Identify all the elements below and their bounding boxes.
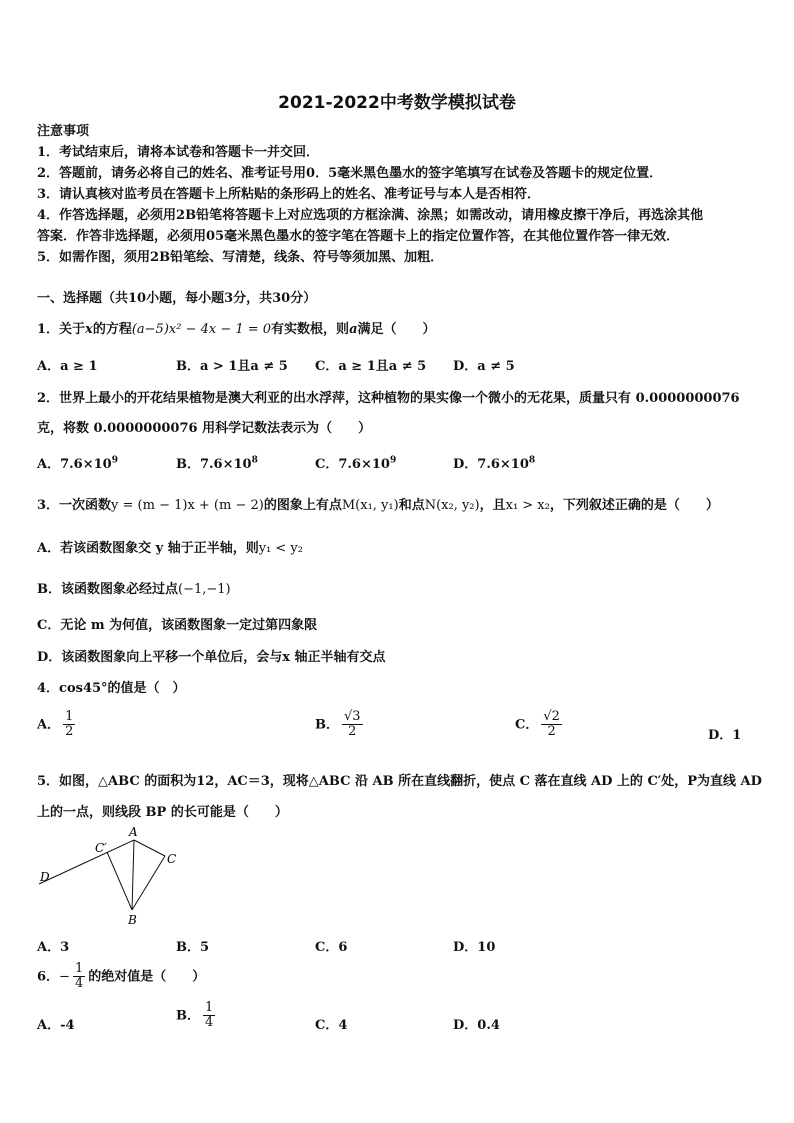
q4-option-a[interactable]: [37, 710, 78, 740]
triangle-figure: [37, 822, 187, 926]
q3-text: ，且: [479, 498, 506, 513]
q5-option-c[interactable]: C．6: [315, 940, 348, 955]
label-a: A: [129, 825, 138, 839]
q4-option-d[interactable]: D．1: [708, 728, 742, 743]
question-2-line: 2．世界上最小的开花结果植物是澳大利亚的出水浮萍，这种植物的果实像一个微小的无花果，质量只有 0.0000000076: [37, 391, 740, 406]
q3-option-math: y₁ < y₂: [258, 541, 303, 556]
fraction-numerator: 1: [65, 709, 74, 724]
q2-option-exp: 9: [389, 455, 397, 466]
q6-option-c[interactable]: C．4: [315, 1018, 348, 1033]
q3-option-math: (−1,−1): [178, 582, 231, 597]
q4-option-label: C．: [515, 717, 539, 733]
q4-option-label: A．: [37, 717, 61, 733]
q4-option-label: B．: [315, 717, 339, 733]
q3-equation: y = (m − 1)x + (m − 2): [111, 498, 264, 513]
fraction-numerator: √2: [543, 709, 560, 724]
q2-option-b[interactable]: [176, 453, 258, 472]
q3-option-text: A．若该函数图象交 y 轴于正半轴，则: [37, 541, 259, 556]
q6-option-a[interactable]: A．-4: [37, 1018, 75, 1033]
segment-cprime-b: [107, 852, 132, 910]
q1-option-b[interactable]: B．a > 1且a ≠ 5: [176, 359, 288, 374]
q2-option-text: B．7.6×10: [176, 457, 252, 472]
q3-point-m: M(x₁, y₁): [341, 498, 399, 513]
q2-option-exp: 8: [528, 455, 536, 466]
notice-item: 1．考试结束后，请将本试卷和答题卡一并交回．: [37, 145, 320, 160]
q3-option-c[interactable]: C．无论 m 为何值，该函数图象一定过第四象限: [37, 618, 318, 633]
fraction-denominator: 2: [348, 724, 357, 740]
q3-point-n: N(x₂, y₂): [424, 498, 480, 513]
q2-option-c[interactable]: [315, 453, 396, 472]
page-title: 2021-2022中考数学模拟试卷: [278, 93, 516, 113]
notice-item: 4．作答选择题，必须用2B铅笔将答题卡上对应选项的方框涂满、涂黑；如需改动，请用橡皮擦干净后，再选涂其他: [37, 208, 704, 223]
q1-var: x: [85, 322, 93, 337]
q3-condition: x₁ > x₂: [505, 498, 550, 513]
q1-text: 1．关于: [37, 322, 86, 337]
q5-option-b[interactable]: B．5: [176, 940, 210, 955]
q2-option-text: A．7.6×10: [37, 457, 112, 472]
notice-item: 5．如需作图，须用2B铅笔绘、写清楚，线条、符号等须加黑、加粗．: [37, 250, 444, 265]
q2-option-a[interactable]: [37, 453, 118, 472]
label-b: B: [128, 913, 137, 926]
notice-heading: 注意事项: [37, 124, 90, 139]
notice-item: 答案．作答非选择题，必须用05毫米黑色墨水的签字笔在答题卡上的指定位置作答，在其他位置作答一律无效．: [37, 229, 680, 244]
q3-text: ，下列叙述正确的是（ ）: [549, 498, 719, 513]
q5-option-d[interactable]: D．10: [453, 940, 496, 955]
question-5-line: 上的一点，则线段 BP 的长可能是（ ）: [37, 805, 288, 820]
q3-text: 和点: [398, 498, 425, 513]
q6-text: 的绝对值是（ ）: [88, 969, 206, 985]
section-heading: 一、选择题（共10小题，每小题3分，共30分）: [37, 291, 317, 306]
q3-option-b[interactable]: [37, 578, 231, 597]
segment-cb: [132, 856, 165, 910]
question-3-stem: [37, 494, 719, 513]
question-6-stem: [37, 962, 205, 992]
label-c-prime: C′: [95, 841, 107, 855]
label-c: C: [167, 852, 177, 866]
question-4-stem: 4．cos45°的值是（ ）: [37, 681, 186, 696]
line-ad: [39, 840, 134, 884]
fraction-numerator: 1: [205, 1000, 214, 1015]
q1-option-c[interactable]: C．a ≥ 1且a ≠ 5: [315, 359, 427, 374]
q4-option-b[interactable]: [315, 710, 366, 740]
q6-minus: −: [59, 969, 70, 985]
q1-text: 满足（ ）: [357, 322, 436, 337]
q3-option-a[interactable]: [37, 537, 303, 556]
segment-ab: [132, 840, 134, 910]
q2-option-exp: 8: [251, 455, 258, 466]
q6-option-label: B．: [176, 1008, 200, 1024]
q2-option-d[interactable]: [453, 453, 535, 472]
q3-text: 3．一次函数: [37, 498, 112, 513]
notice-item: 2．答题前，请务必将自己的姓名、准考证号用0．5毫米黑色墨水的签字笔填写在试卷及答题卡的规定位置．: [37, 166, 663, 181]
q6-text: 6．: [37, 969, 60, 985]
fraction-denominator: 4: [74, 976, 84, 992]
fraction-numerator: 1: [74, 961, 84, 976]
fraction-denominator: 4: [205, 1015, 214, 1031]
q1-var: a: [349, 322, 358, 337]
q3-text: 的图象上有点: [263, 498, 342, 513]
notice-item: 3．请认真核对监考员在答题卡上所粘贴的条形码上的姓名、准考证号与本人是否相符．: [37, 187, 541, 202]
question-1-stem: [37, 318, 436, 337]
fraction-denominator: 2: [547, 724, 556, 740]
q1-option-a[interactable]: A．a ≥ 1: [37, 359, 98, 374]
q1-text: 有实数根，则: [271, 322, 350, 337]
fraction-numerator: √3: [344, 709, 361, 724]
segment-ac: [134, 840, 165, 856]
q6-option-b[interactable]: [176, 1001, 218, 1031]
q2-option-text: C．7.6×10: [315, 457, 390, 472]
question-5-line: 5．如图，△ABC 的面积为12，AC＝3，现将△ABC 沿 AB 所在直线翻折，使点 C 落在直线 AD 上的 C′处，P为直线 AD: [37, 774, 762, 789]
q1-equation: (a−5)x² − 4x − 1 = 0: [131, 322, 272, 337]
question-2-line: 克，将数 0.0000000076 用科学记数法表示为（ ）: [37, 421, 372, 436]
q1-option-d[interactable]: D．a ≠ 5: [453, 359, 515, 374]
q2-option-text: D．7.6×10: [453, 457, 529, 472]
q6-option-d[interactable]: D．0.4: [453, 1018, 500, 1033]
q4-option-c[interactable]: [515, 710, 565, 740]
q3-option-d[interactable]: D．该函数图象向上平移一个单位后，会与x 轴正半轴有交点: [37, 650, 386, 665]
q2-option-exp: 9: [111, 455, 118, 466]
q1-text: 的方程: [92, 322, 132, 337]
q5-option-a[interactable]: A．3: [37, 940, 70, 955]
fraction-denominator: 2: [65, 724, 74, 740]
q3-option-text: B．该函数图象必经过点: [37, 582, 178, 597]
label-d: D: [40, 870, 50, 884]
